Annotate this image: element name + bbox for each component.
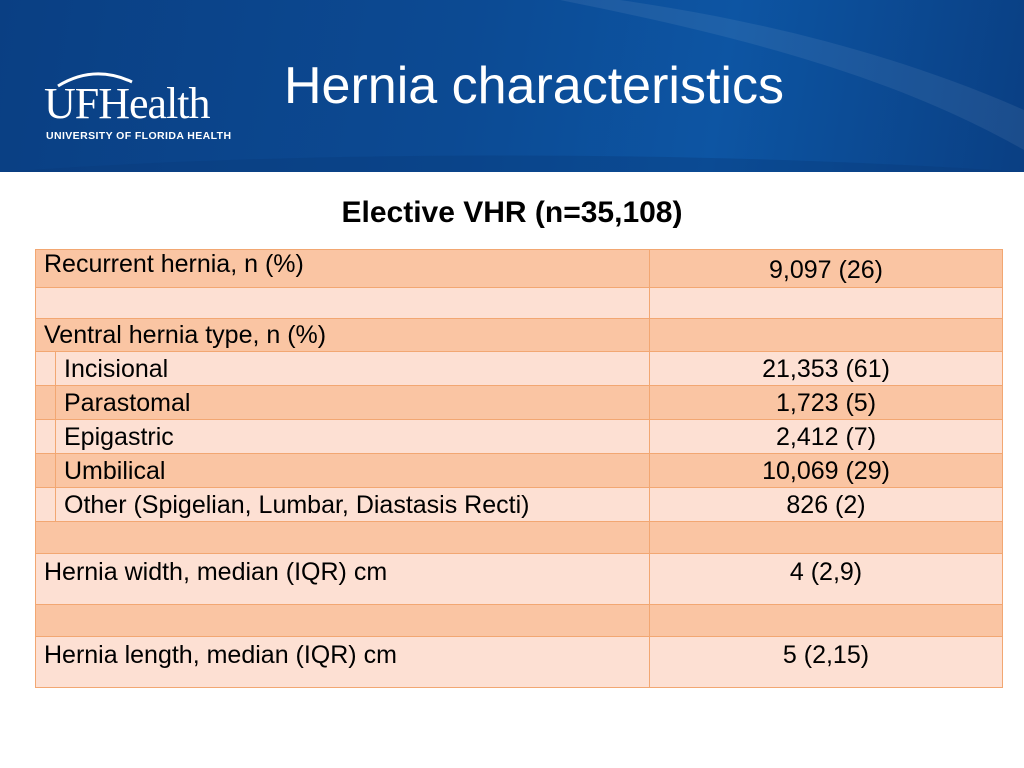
table-row: [36, 554, 1003, 605]
indent-cell: [36, 420, 56, 454]
row-label: Ventral hernia type, n (%): [36, 319, 650, 352]
table-row: [36, 288, 1003, 319]
table-row: [36, 386, 1003, 420]
row-label: [36, 522, 650, 554]
table-row: [36, 522, 1003, 554]
indent-cell: [36, 488, 56, 522]
row-value: 10,069 (29): [650, 454, 1003, 488]
table-row: [36, 454, 1003, 488]
table-row: [36, 637, 1003, 688]
row-label: [36, 288, 650, 319]
uf-health-logo: [44, 68, 244, 148]
logo-subtitle: UNIVERSITY OF FLORIDA HEALTH: [46, 130, 232, 142]
table-subtitle: Elective VHR (n=35,108): [341, 196, 683, 229]
row-value: 1,723 (5): [650, 386, 1003, 420]
hernia-table: [35, 249, 1003, 688]
row-value: 826 (2): [650, 488, 1003, 522]
row-value: 21,353 (61): [650, 352, 1003, 386]
table-row: [36, 250, 1003, 288]
row-label: Recurrent hernia, n (%): [36, 250, 650, 288]
header-banner: [0, 0, 1024, 172]
row-label: Hernia length, median (IQR) cm: [36, 637, 650, 688]
slide-title: Hernia characteristics: [284, 57, 784, 115]
row-value: [650, 605, 1003, 637]
row-value: 4 (2,9): [650, 554, 1003, 605]
row-label: Parastomal: [56, 386, 650, 420]
table-row: [36, 420, 1003, 454]
row-value: 2,412 (7): [650, 420, 1003, 454]
table-row: [36, 352, 1003, 386]
indent-cell: [36, 454, 56, 488]
logo-wordmark: UFHealth: [44, 79, 210, 128]
table-row: [36, 319, 1003, 352]
row-value: 5 (2,15): [650, 637, 1003, 688]
row-label: Epigastric: [56, 420, 650, 454]
row-label: Other (Spigelian, Lumbar, Diastasis Recti): [56, 488, 650, 522]
indent-cell: [36, 352, 56, 386]
row-label: Incisional: [56, 352, 650, 386]
row-label: Umbilical: [56, 454, 650, 488]
table-row: [36, 605, 1003, 637]
row-value: [650, 522, 1003, 554]
row-label: Hernia width, median (IQR) cm: [36, 554, 650, 605]
indent-cell: [36, 386, 56, 420]
row-value: [650, 319, 1003, 352]
row-value: [650, 288, 1003, 319]
row-value: 9,097 (26): [650, 250, 1003, 288]
table-row: [36, 488, 1003, 522]
row-label: [36, 605, 650, 637]
